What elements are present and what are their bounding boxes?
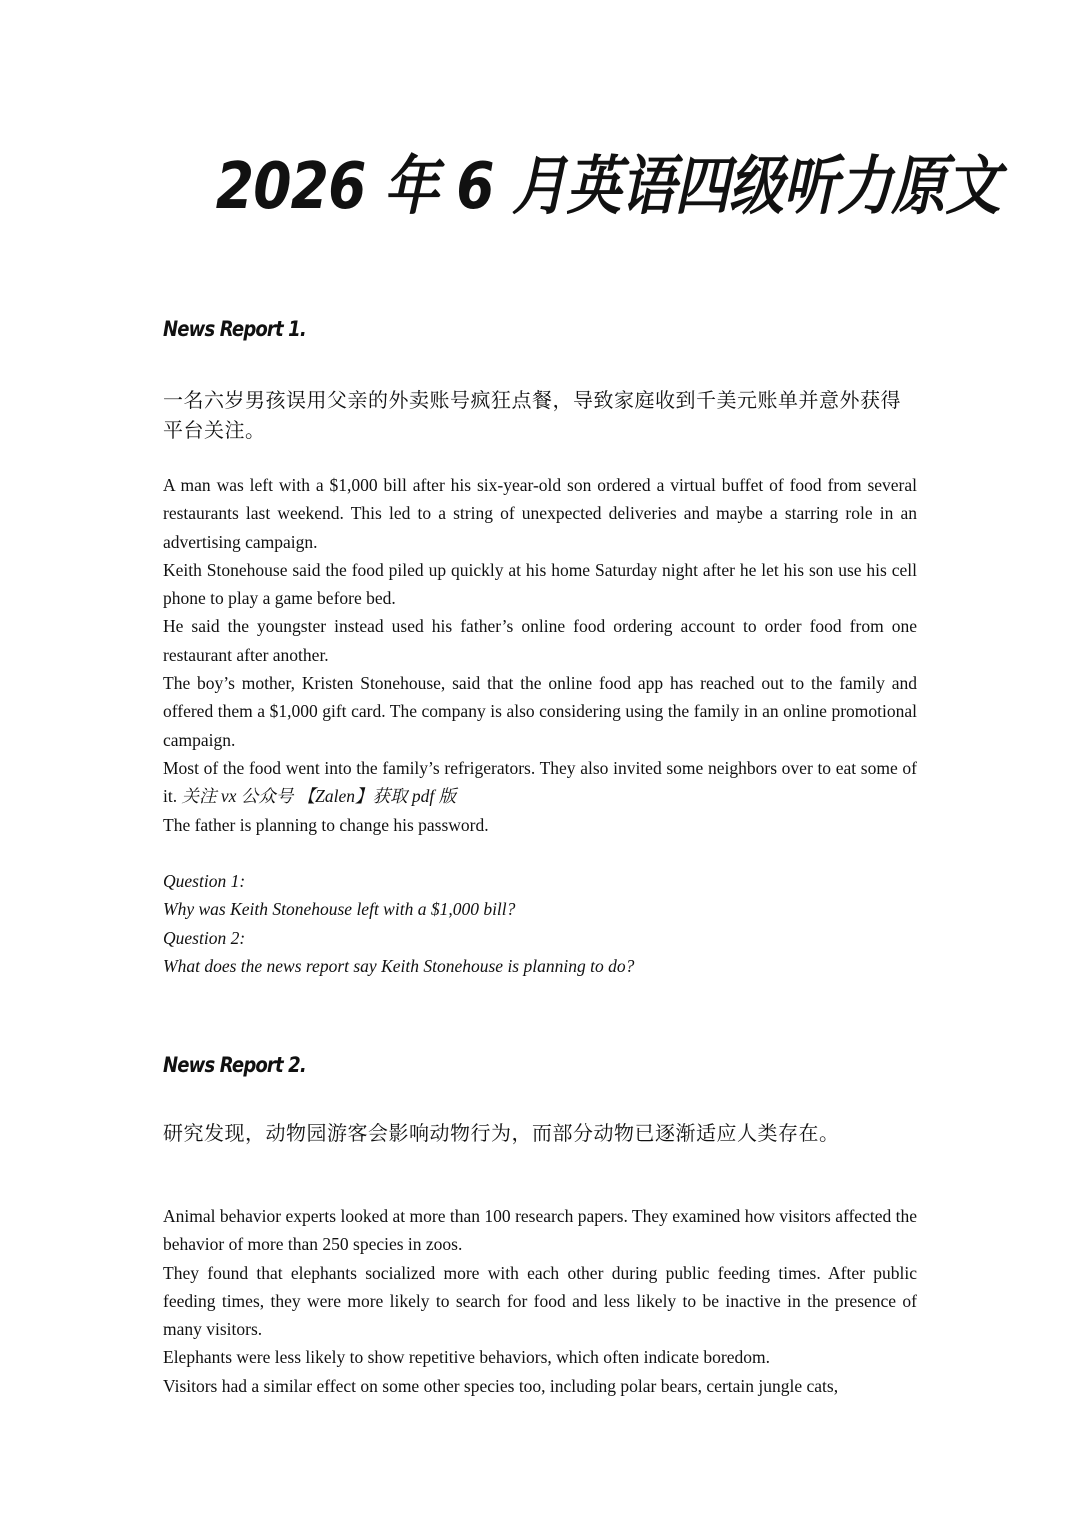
question-label: Question 2: xyxy=(163,927,246,948)
transcript-paragraph-with-promo xyxy=(163,754,917,811)
transcript-paragraph: He said the youngster instead used his father’s online food ordering account to order food from one restaurant after another. xyxy=(163,616,917,665)
questions-report-1 xyxy=(163,867,917,980)
transcript-paragraph: Elephants were less likely to show repetitive behaviors, which often indicate boredom. xyxy=(163,1347,770,1368)
chinese-summary-report-2: 研究发现，动物园游客会影响动物行为，而部分动物已逐渐适应人类存在。 xyxy=(163,1121,840,1145)
question-label: Question 1: xyxy=(163,871,246,891)
transcript-paragraph: Visitors had a similar effect on some other species too, including polar bears, certain jungle cats, xyxy=(163,1375,839,1396)
transcript-paragraph: A man was left with a $1,000 bill after his six-year-old son ordered a virtual buffet of food from several restaurants last weekend. This led to a string of unexpected deliveries and maybe a starring role in an advertising campaign. xyxy=(163,475,917,552)
document-page xyxy=(163,0,1000,1527)
chinese-summary-report-1: 一名六岁男孩误用父亲的外卖账号疯狂点餐，导致家庭收到千美元账单并意外获得平台关注。 xyxy=(163,388,901,442)
page-title: 2026 年 6 月英语四级听力原文 xyxy=(215,150,1000,224)
question-text: What does the news report say Keith Stonehouse is planning to do? xyxy=(163,955,635,976)
transcript-sentence: Most of the food went into the family’s refrigerators. They also invited some neighbors over to eat some of it. xyxy=(163,757,917,807)
transcript-paragraph: Animal behavior experts looked at more than 100 research papers. They examined how visitors affected the behavior of more than 250 species in zoos. xyxy=(163,1206,917,1255)
transcript-paragraph: Keith Stonehouse said the food piled up quickly at his home Saturday night after he let his son use his cell phone to play a game before bed. xyxy=(163,559,917,609)
question-text: Why was Keith Stonehouse left with a $1,000 bill? xyxy=(163,899,516,920)
section-heading-report-2: News Report 2. xyxy=(163,1053,306,1077)
transcript-report-2 xyxy=(163,1202,917,1400)
transcript-paragraph: They found that elephants socialized more with each other during public feeding times. After public feeding times, they were more likely to search for food and less likely to be inactive in the presence of many visitors. xyxy=(163,1262,917,1340)
transcript-paragraph: The boy’s mother, Kristen Stonehouse, said that the online food app has reached out to the family and offered them a $1,000 gift card. The company is also considering using the family in an online promotional campaign. xyxy=(163,673,917,750)
section-heading-report-1: News Report 1. xyxy=(163,317,306,341)
promo-note: 关注 vx 公众号 【Zalen】获取 pdf 版 xyxy=(181,786,457,807)
transcript-report-1 xyxy=(163,471,917,839)
transcript-paragraph: The father is planning to change his password. xyxy=(163,814,489,835)
